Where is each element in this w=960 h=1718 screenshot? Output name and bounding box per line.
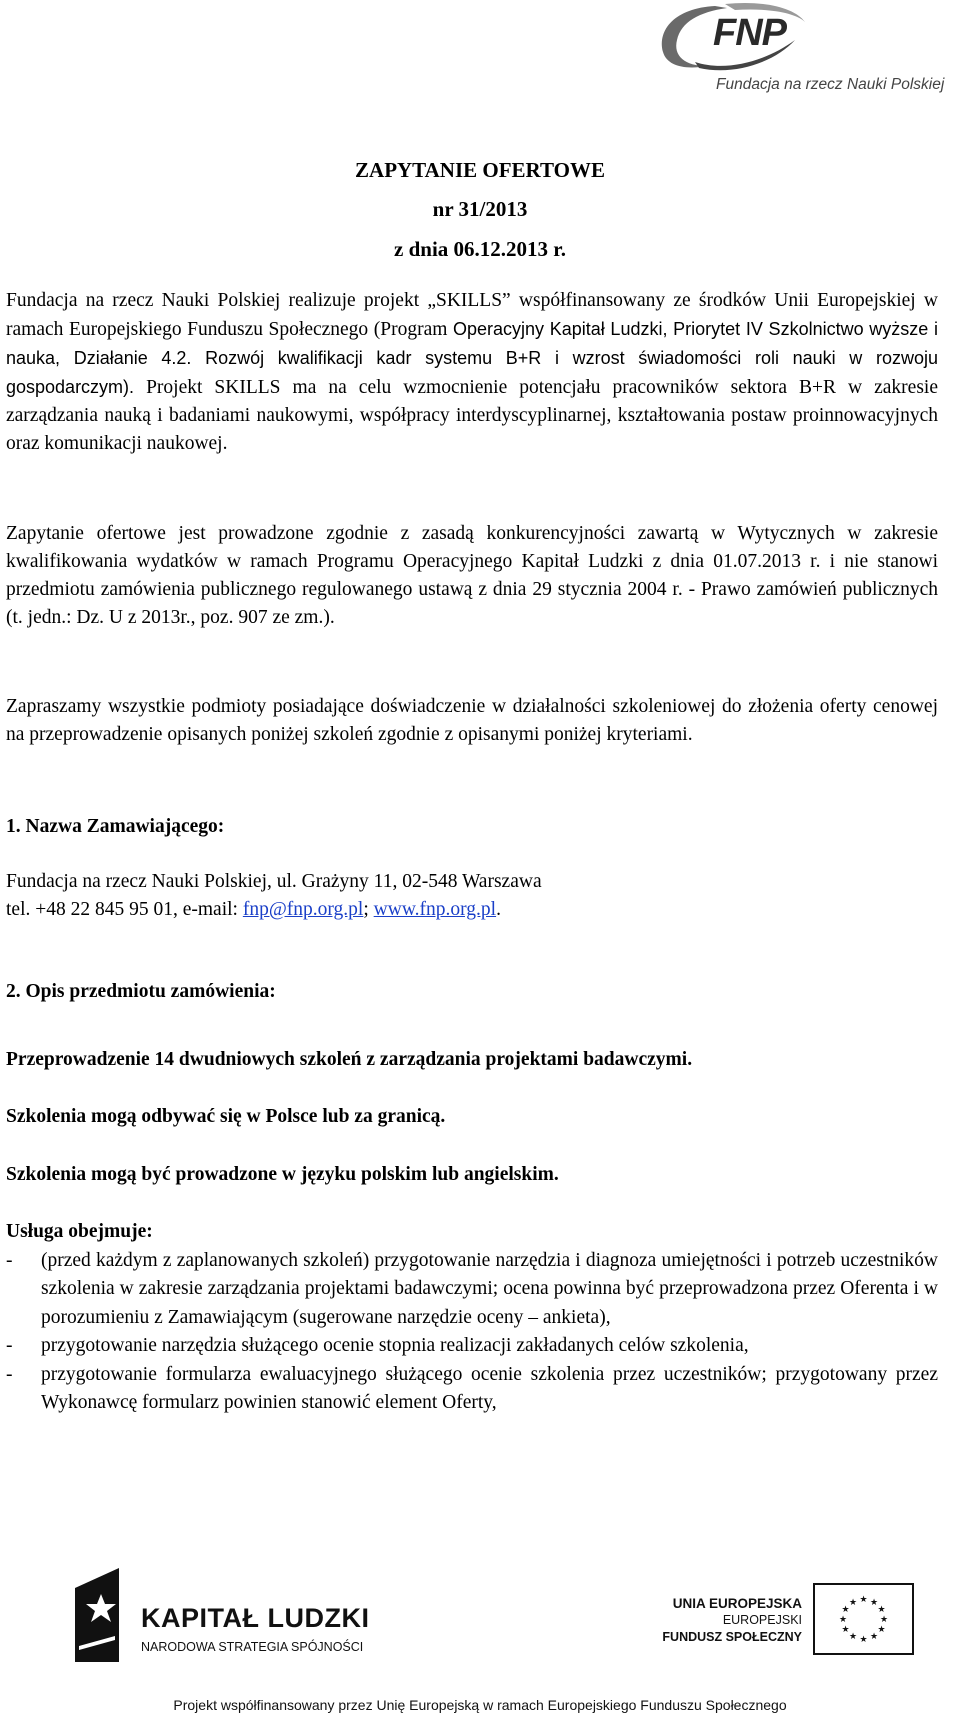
section-2-heading: 2. Opis przedmiotu zamówienia: bbox=[6, 981, 276, 1002]
eu-flag-icon bbox=[813, 1583, 914, 1655]
service-heading: Usługa obejmuje: bbox=[6, 1221, 153, 1242]
svg-text:★: ★ bbox=[879, 1615, 889, 1625]
eu-line-1: UNIA EUROPEJSKA bbox=[672, 1596, 802, 1611]
svg-text:★: ★ bbox=[848, 1598, 858, 1608]
list-item-text: przygotowanie narzędzia służącego ocenie stopnia realizacji zakładanych celów szkolenia, bbox=[41, 1335, 749, 1357]
eu-logo-text bbox=[620, 1595, 802, 1646]
svg-text:★: ★ bbox=[841, 1625, 850, 1635]
svg-text:★: ★ bbox=[859, 1635, 868, 1645]
fnp-logo bbox=[655, 0, 955, 100]
svg-text:★: ★ bbox=[841, 1605, 850, 1615]
svg-text:★: ★ bbox=[869, 1598, 879, 1608]
legal-paragraph: Zapytanie ofertowe jest prowadzone zgodnie z zasadą konkurencyjności zawartą w Wytycznych w zakresie kwalifikowania wydatków w ramach Programu Operacyjnego Kapitał Ludzki z dnia 01.07.2013 r. i nie stanowi przedmiotu zamówienia publicznego regulowanego ustawą z dnia 29 stycznia 2004 r. - Prawo zamówień publicznych (t. jedn.: Dz. U z 2013r., poz. 907 ze zm.). bbox=[6, 523, 938, 628]
fnp-logo-letters: FNP bbox=[713, 12, 786, 54]
document-number: nr 31/2013 bbox=[432, 197, 528, 221]
statement-location: Szkolenia mogą odbywać się w Polsce lub za granicą. bbox=[6, 1106, 446, 1127]
bullet-marker: - bbox=[6, 1335, 13, 1357]
svg-text:★: ★ bbox=[859, 1595, 868, 1605]
fnp-logo-subtitle: Fundacja na rzecz Nauki Polskiej bbox=[716, 76, 945, 93]
svg-text:★: ★ bbox=[877, 1605, 886, 1615]
eu-stars-icon bbox=[815, 1585, 912, 1653]
list-item bbox=[6, 1247, 938, 1332]
document-title: ZAPYTANIE OFERTOWE bbox=[355, 158, 605, 182]
contact-prefix: tel. +48 22 845 95 01, e-mail: bbox=[6, 899, 243, 920]
bullet-marker: - bbox=[6, 1250, 13, 1271]
email-link[interactable]: fnp@fnp.org.pl bbox=[242, 899, 364, 920]
intro-paragraph bbox=[6, 287, 938, 458]
intro-part-3: Projekt SKILLS ma na celu wzmocnienie potencjału pracowników sektora B+R w zakresie zarządzania nauką i badaniami naukowymi, współpracy interdyscyplinarnej, kształtowania postaw proinnowacyjnych oraz komunikacji naukowej. bbox=[6, 377, 938, 454]
section-1-heading: 1. Nazwa Zamawiającego: bbox=[6, 816, 225, 837]
svg-text:★: ★ bbox=[877, 1625, 886, 1635]
orderer-address: Fundacja na rzecz Nauki Polskiej, ul. Grażyny 11, 02-548 Warszawa bbox=[6, 871, 542, 892]
svg-text:★: ★ bbox=[848, 1632, 858, 1642]
statement-trainings: Przeprowadzenie 14 dwudniowych szkoleń z zarządzania projektami badawczymi. bbox=[6, 1049, 693, 1070]
kapital-ludzki-title: KAPITAŁ LUDZKI bbox=[141, 1603, 370, 1633]
eu-line-2: EUROPEJSKI bbox=[722, 1613, 802, 1627]
statement-language: Szkolenia mogą być prowadzone w języku polskim lub angielskim. bbox=[6, 1164, 559, 1185]
service-list bbox=[6, 1247, 938, 1417]
invitation-paragraph: Zapraszamy wszystkie podmioty posiadające doświadczenie w działalności szkoleniowej do złożenia oferty cenowej na przeprowadzenie opisanych poniżej szkoleń zgodnie z opisanymi poniżej kryteriami. bbox=[6, 696, 938, 745]
intro-part-2: Operacyjny Kapitał Ludzki, Priorytet IV Szkolnictwo wyższe i nauka, Działanie 4.2. Rozwój kwalifikacji kadr systemu B+R i wzrost świadomości roli nauki w rozwoju gospodarczym). bbox=[6, 319, 938, 397]
svg-text:★: ★ bbox=[838, 1615, 848, 1625]
eu-line-3: FUNDUSZ SPOŁECZNY bbox=[662, 1630, 802, 1644]
list-item bbox=[6, 1361, 938, 1418]
list-item-text: przygotowanie formularza ewaluacyjnego służącego ocenie szkolenia przez uczestników; przygotowany przez Wykonawcę formularz powinien stanowić element Oferty, bbox=[41, 1363, 938, 1414]
kapital-ludzki-logo-icon bbox=[73, 1566, 129, 1666]
contact-separator: ; bbox=[363, 899, 374, 920]
list-item bbox=[6, 1332, 938, 1360]
svg-text:★: ★ bbox=[869, 1632, 879, 1642]
bullet-marker: - bbox=[6, 1363, 13, 1385]
website-link[interactable]: www.fnp.org.pl bbox=[373, 899, 497, 920]
document-date: z dnia 06.12.2013 r. bbox=[394, 237, 566, 261]
footer-cofinancing-note: Projekt współfinansowany przez Unię Europejską w ramach Europejskiego Funduszu Społecznego bbox=[173, 1697, 787, 1713]
kapital-ludzki-subtitle: NARODOWA STRATEGIA SPÓJNOŚCI bbox=[141, 1640, 364, 1654]
orderer-contact bbox=[6, 896, 938, 924]
fnp-swoosh-icon bbox=[655, 0, 955, 80]
intro-part-1: Fundacja na rzecz Nauki Polskiej realizuje projekt „SKILLS” współfinansowany ze środków Unii Europejskiej w ramach Europejskiego Funduszu Społecznego (Program bbox=[6, 290, 938, 340]
list-item-text: (przed każdym z zaplanowanych szkoleń) przygotowanie narzędzia i diagnoza umiejętności i potrzeb uczestników szkolenia w zakresie zarządzania projektami badawczymi; ocena powinna być przeprowadzona przez Oferenta i w porozumieniu z Zamawiającym (sugerowane narzędzie oceny – ankieta), bbox=[41, 1250, 938, 1328]
contact-end: . bbox=[496, 899, 501, 920]
